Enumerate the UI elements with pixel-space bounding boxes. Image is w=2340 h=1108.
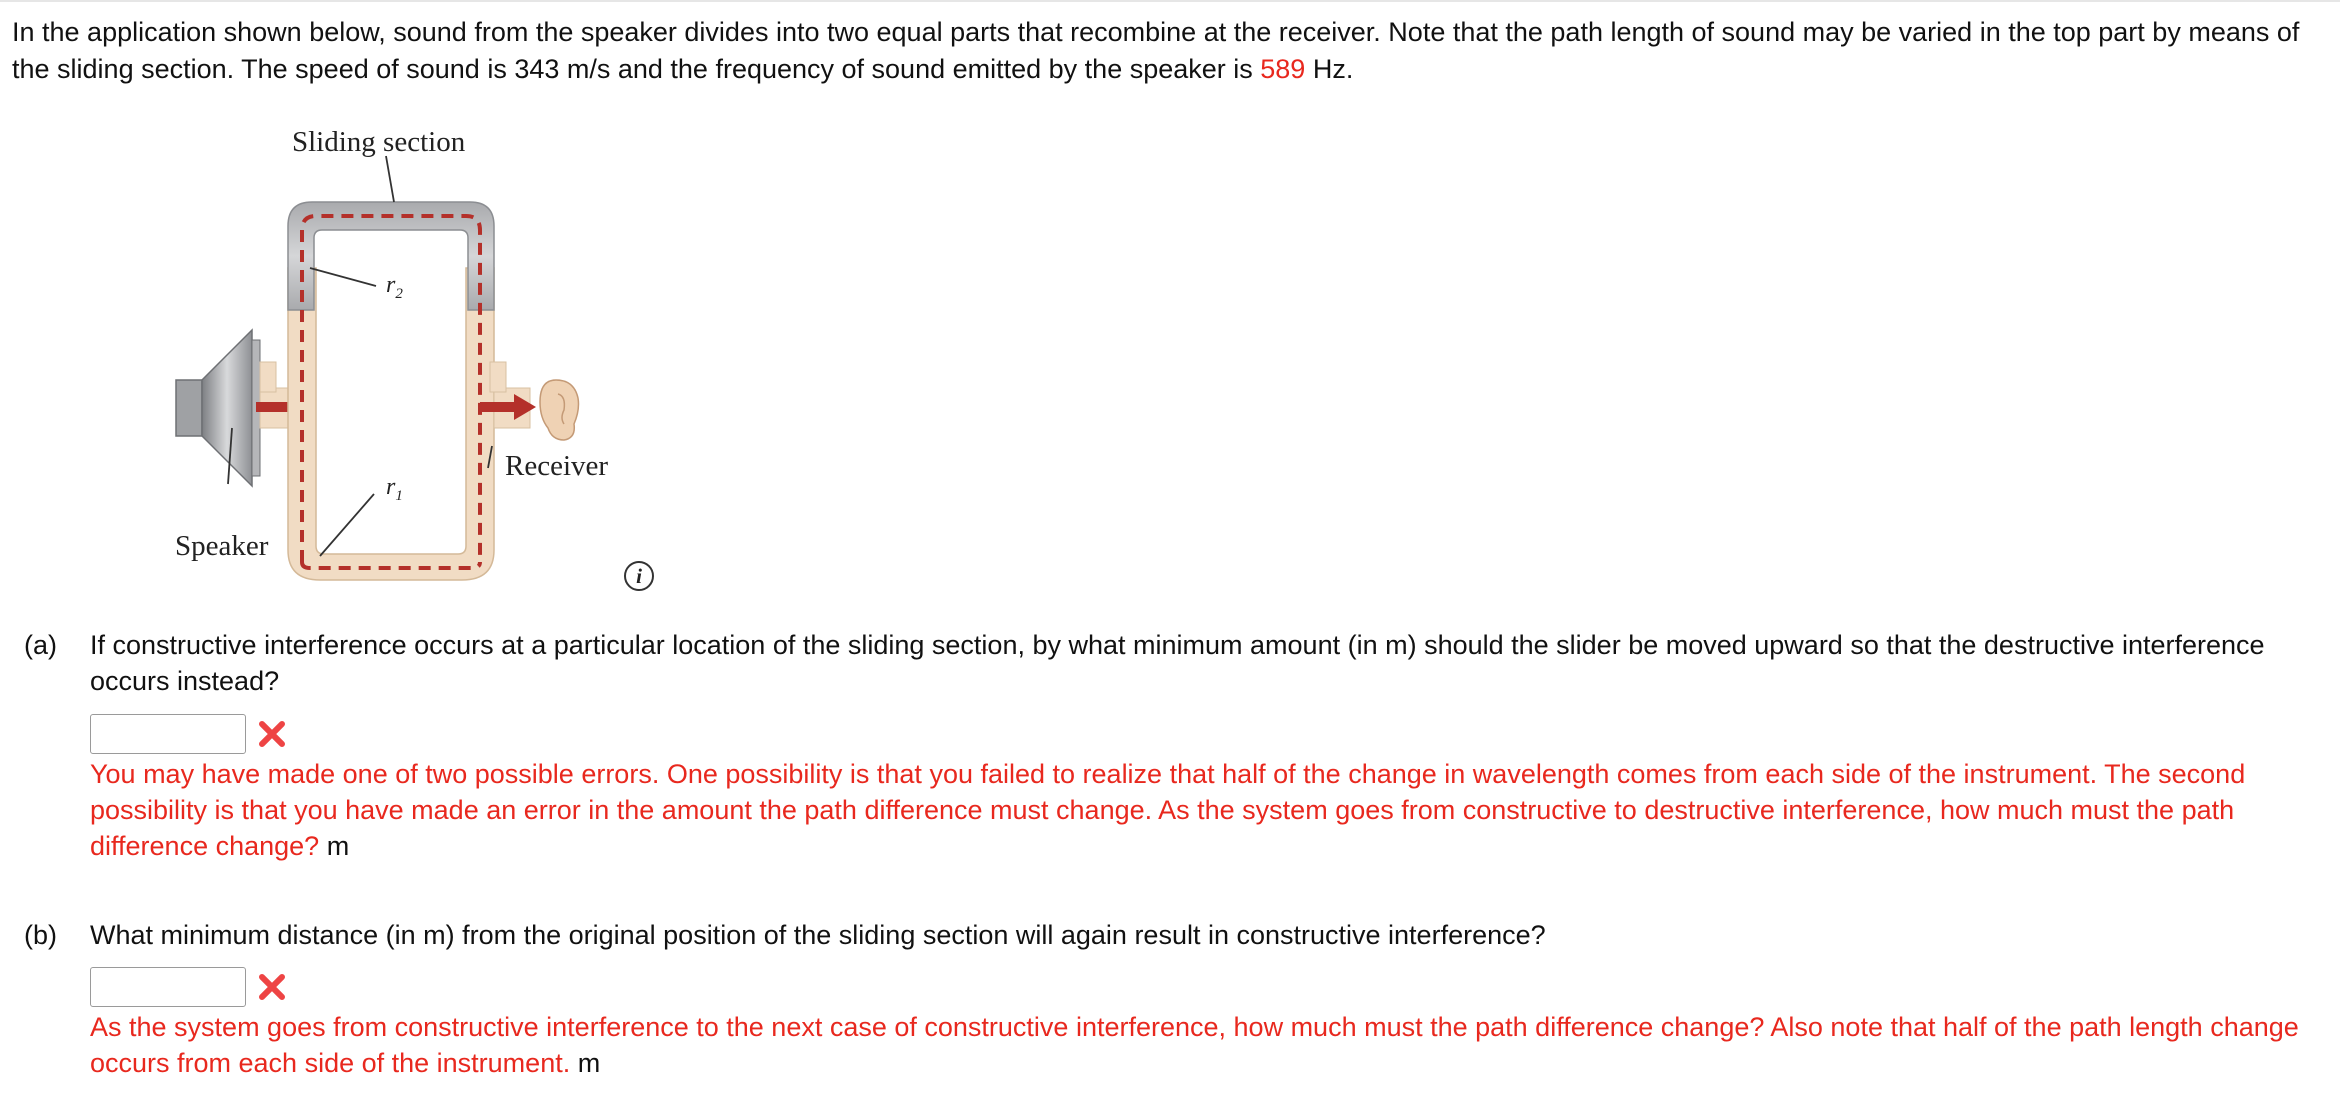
sound-path-dashes — [302, 216, 480, 568]
part-b-feedback — [90, 1009, 2330, 1081]
interference-apparatus-figure — [160, 118, 660, 598]
part-a-letter: (a) — [24, 630, 57, 660]
top-divider — [0, 0, 2340, 2]
incorrect-x-icon — [256, 971, 288, 1003]
part-a-unit: m — [326, 831, 350, 861]
tube-body — [288, 268, 494, 580]
problem-statement — [12, 14, 2328, 88]
r1-label: $r_1$ — [386, 474, 403, 504]
sliding-section-label: Sliding section — [292, 126, 466, 158]
output-stub — [490, 362, 506, 392]
part-a-question: If constructive interference occurs at a particular location of the sliding section, by what minimum amount (in m) should the slider be moved upward so that the destructive interference occurs instead? — [90, 630, 2265, 696]
ear-icon — [540, 380, 579, 440]
speaker-icon — [176, 330, 260, 486]
part-a-feedback-text: You may have made one of two possible errors. One possibility is that you failed to realize that half of the change in wavelength comes from each side of the instrument. The second possibility is that you have made an error in the amount the path difference must change. As the system goes from constructive to destructive interference, how much must the path difference change? — [90, 759, 2246, 861]
r2-label: $r_2$ — [386, 272, 403, 302]
incorrect-x-icon — [256, 718, 288, 750]
frequency-value: 589 — [1260, 54, 1306, 84]
part-b-letter: (b) — [24, 920, 57, 950]
receiver-label: Receiver — [505, 450, 609, 482]
r2-leader-line — [310, 268, 376, 286]
r1-leader-line — [320, 494, 374, 556]
part-b-feedback-text: As the system goes from constructive interference to the next case of constructive interference, how much must the path difference change? Also note that half of the path length change occurs from each side of the instrument. — [90, 1012, 2299, 1078]
input-stub — [260, 362, 276, 392]
part-b-answer-input[interactable] — [90, 967, 246, 1007]
intro-text: In the application shown below, sound from the speaker divides into two equal parts that recombine at the receiver. Note that the path length of sound may be varied in the top part by means of the sliding section. The speed of sound is 343 m/s and the frequency of sound emitted by the speaker is — [12, 17, 2300, 84]
sliding-leader-line — [386, 156, 394, 202]
apparatus-diagram — [160, 118, 660, 598]
info-icon[interactable]: i — [624, 561, 654, 591]
speaker-label: Speaker — [175, 530, 269, 562]
part-b-unit: m — [577, 1048, 601, 1078]
intro-text-end: Hz. — [1305, 54, 1354, 84]
part-b-question: What minimum distance (in m) from the original position of the sliding section will again result in constructive interference? — [90, 920, 1546, 950]
part-a-feedback — [90, 756, 2330, 864]
part-a-answer-input[interactable] — [90, 714, 246, 754]
